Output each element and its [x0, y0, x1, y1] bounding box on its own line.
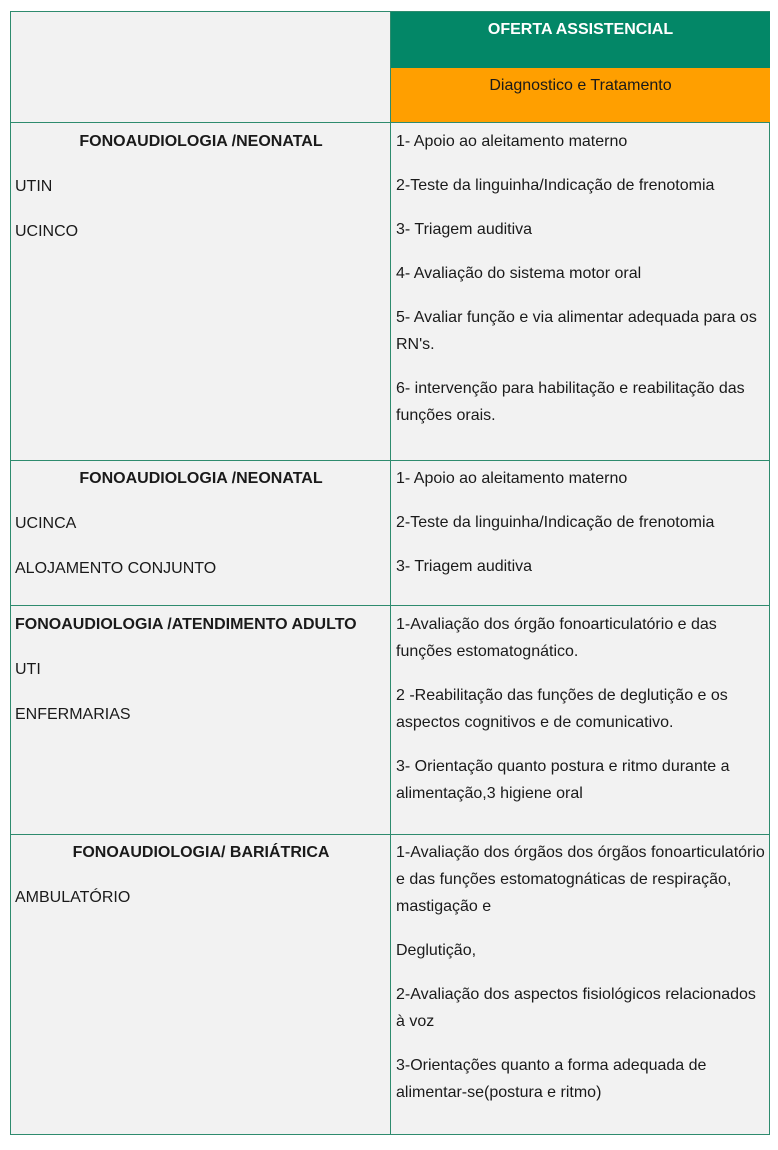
row-2-service-cell	[15, 470, 387, 605]
offer-item: 5- Avaliar função e via alimentar adequada para os RN's.	[396, 309, 757, 353]
unit-label: ALOJAMENTO CONJUNTO	[15, 560, 217, 577]
header-subtitle: Diagnostico e Tratamento	[489, 77, 672, 94]
row-divider	[11, 122, 769, 123]
offer-item: 1-Avaliação dos órgão fonoarticulatório e das funções estomatognático.	[396, 616, 717, 660]
offer-item: 3- Triagem auditiva	[396, 221, 533, 238]
offer-item: 3-Orientações quanto a forma adequada de alimentar-se(postura e ritmo)	[396, 1057, 707, 1101]
offer-item: 2-Teste da linguinha/Indicação de frenotomia	[396, 514, 715, 531]
offer-item: 1- Apoio ao aleitamento materno	[396, 133, 628, 150]
column-divider	[390, 12, 391, 1134]
service-table	[10, 11, 770, 1135]
row-4-service-cell	[15, 844, 387, 934]
row-divider	[11, 834, 769, 835]
offer-item: Deglutição,	[396, 942, 477, 959]
row-divider	[11, 605, 769, 606]
offer-item: 3- Triagem auditiva	[396, 558, 533, 575]
header-title: OFERTA ASSISTENCIAL	[487, 21, 674, 38]
offer-item: 6- intervenção para habilitação e reabilitação das funções orais.	[396, 380, 745, 424]
row-1-offer-cell	[396, 128, 768, 446]
offer-item: 1-Avaliação dos órgãos dos órgãos fonoarticulatório e das funções estomatognáticas de respiração, mastigação e	[396, 844, 765, 915]
service-title: FONOAUDIOLOGIA /NEONATAL	[79, 133, 323, 150]
offer-item: 3- Orientação quanto postura e ritmo durante a alimentação,3 higiene oral	[396, 758, 730, 802]
unit-label: UCINCA	[15, 515, 77, 532]
unit-label: UTI	[15, 661, 41, 678]
row-2-offer-cell	[396, 465, 768, 597]
unit-label: UTIN	[15, 178, 53, 195]
row-divider	[11, 460, 769, 461]
row-3-service-cell	[15, 616, 387, 751]
unit-label: AMBULATÓRIO	[15, 889, 131, 906]
offer-item: 2 -Reabilitação das funções de deglutição e os aspectos cognitivos e de comunicativo.	[396, 687, 728, 731]
offer-item: 2-Avaliação dos aspectos fisiológicos relacionados à voz	[396, 986, 756, 1030]
offer-item: 2-Teste da linguinha/Indicação de frenotomia	[396, 177, 715, 194]
offer-item: 1- Apoio ao aleitamento materno	[396, 470, 628, 487]
unit-label: UCINCO	[15, 223, 79, 240]
offer-item: 4- Avaliação do sistema motor oral	[396, 265, 642, 282]
service-title: FONOAUDIOLOGIA /ATENDIMENTO ADULTO	[15, 616, 357, 633]
row-4-offer-cell	[396, 839, 768, 1123]
service-title: FONOAUDIOLOGIA/ BARIÁTRICA	[72, 844, 330, 861]
unit-label: ENFERMARIAS	[15, 706, 131, 723]
row-1-service-cell	[15, 133, 387, 268]
header-title-cell	[391, 12, 770, 68]
row-3-offer-cell	[396, 611, 768, 824]
header-subtitle-cell	[391, 68, 770, 122]
service-title: FONOAUDIOLOGIA /NEONATAL	[79, 470, 323, 487]
